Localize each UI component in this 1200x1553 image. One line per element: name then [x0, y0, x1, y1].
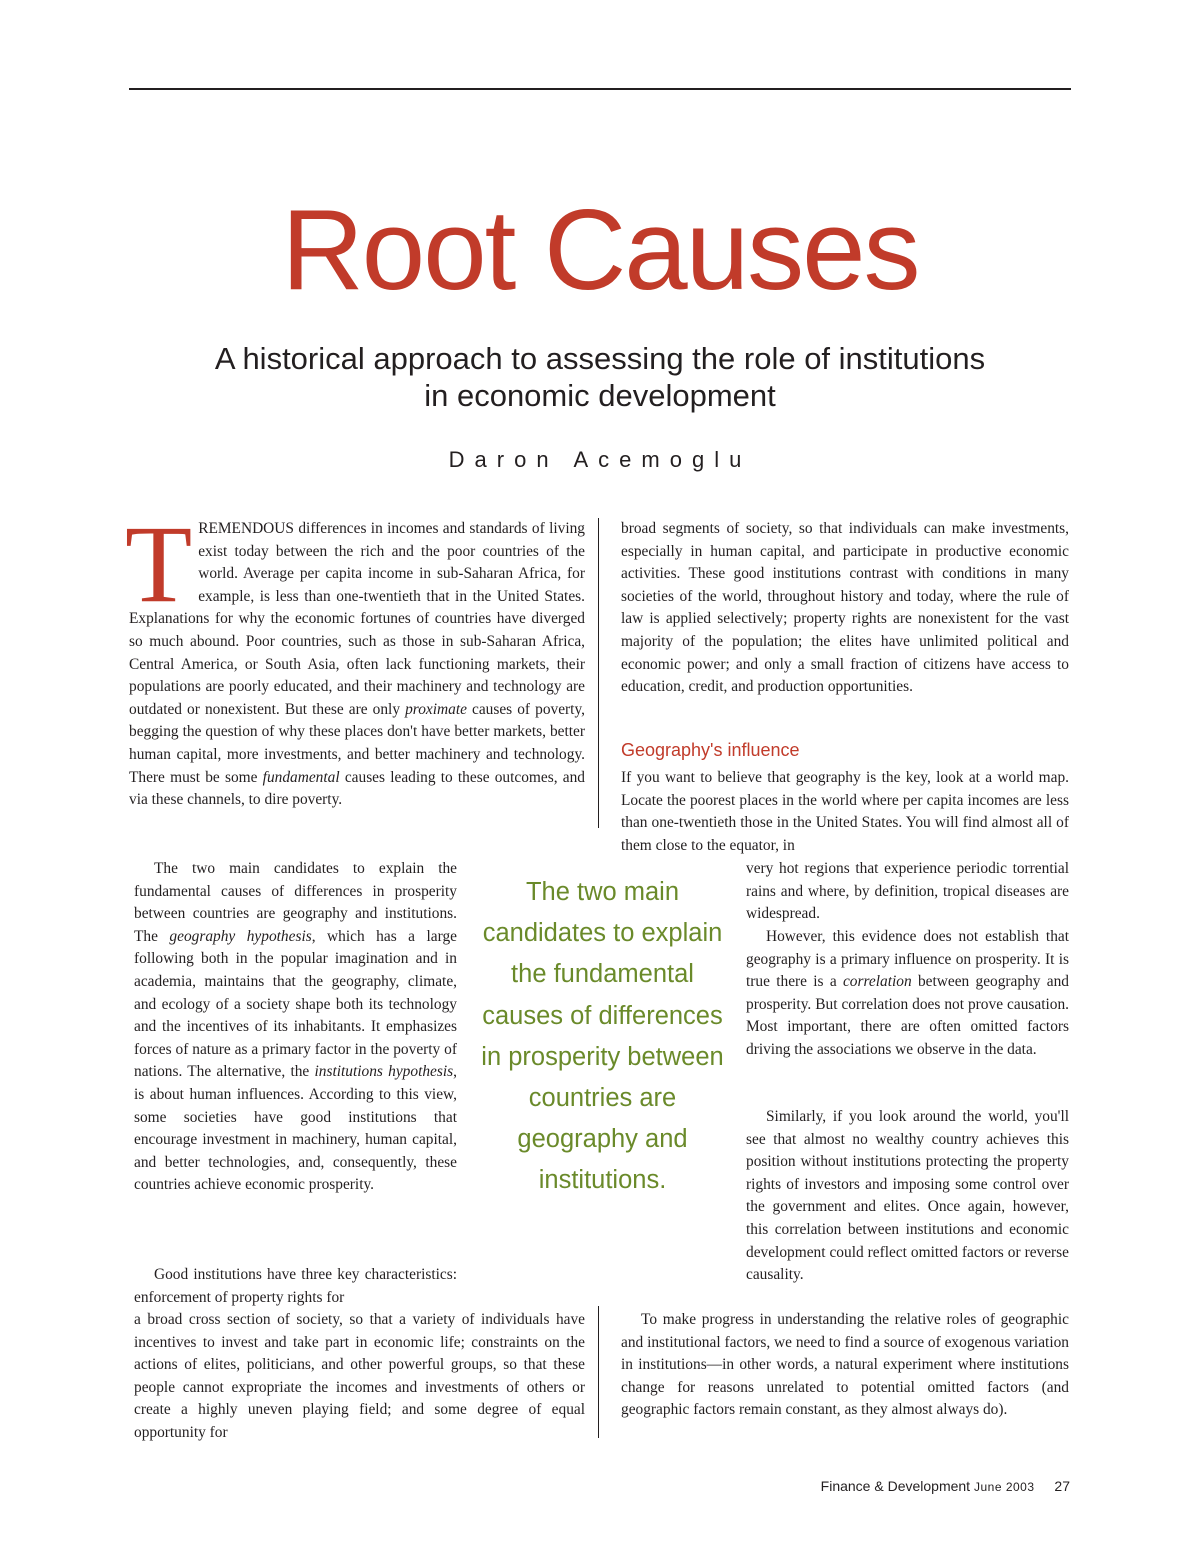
pull-quote: The two main candidates to explain the fundamental causes of differences in prosperity between countries are geography and institutions.	[481, 878, 724, 1195]
subtitle-line-1: A historical approach to assessing the role of institutions	[214, 341, 986, 376]
top-rule	[129, 88, 1071, 90]
article-title: Root Causes	[281, 187, 919, 314]
paragraph-good-institutions-start: Good institutions have three key characteristics: enforcement of property rights for	[134, 1266, 457, 1306]
page-footer	[790, 1478, 1070, 1494]
paragraph-broad-segments: broad segments of society, so that individuals can make investments, especially in human capital, and participate in productive economic activities. These good institutions contrast with conditions in many societies of the world, throughout history and today, where the rule of law is applied selectively; property rights are nonexistent for the vast majority of the population; the elites have unlimited political and economic power; and only a small fraction of citizens have access to education, credit, and production opportunities.	[621, 520, 1069, 696]
lead-word: REMENDOUS	[198, 520, 294, 537]
publication-name: Finance & Development	[820, 1478, 971, 1494]
paragraph-candidates: The two main candidates to explain the fundamental causes of differences in prosperity between countries are geography and institutions. The geography hypothesis, which has a large following both in the popular imagination and in academia, maintains that the geography, climate, and ecology of a society shape both its technology and the incentives of its inhabitants. It emphasizes forces of nature as a primary factor in the poverty of nations. The alternative, the institutions hypothesis, is about human influences. According to this view, some societies have good institutions that encourage investment in machinery, human capital, and better technologies, and, consequently, these countries achieve economic prosperity.	[134, 860, 457, 1194]
section-heading: Geography's influence	[621, 740, 800, 760]
paragraph-correlation: However, this evidence does not establish that geography is a primary influence on prosperity. It is true there is a correlation between geography and prosperity. But correlation does not prove causation. Most important, there are often omitted factors driving the associations we observe in the data.	[746, 928, 1069, 1058]
article-subtitle	[0, 340, 1200, 414]
author-byline: Daron Acemoglu	[448, 447, 752, 472]
paragraph-intro: TREMENDOUS differences in incomes and standards of living exist today between the rich and the poor countries of the world. Average per capita income in sub-Saharan Africa, for example, is less than one-twentieth that in the United States. Explanations for why the economic fortunes of countries have diverged so much abound. Poor countries, such as those in sub-Saharan Africa, Central America, or South Asia, often lack functioning markets, their populations are poorly educated, and their machinery and technology are outdated or nonexistent. But these are only proximate causes of poverty, begging the question of why these places don't have better markets, better human capital, more investments, and better machinery and technology. There must be some fundamental causes leading to these outcomes, and via these channels, to dire poverty.	[125, 503, 585, 809]
drop-cap: T	[125, 503, 193, 625]
paragraph-geography-start: If you want to believe that geography is the key, look at a world map. Locate the poorest places in the world where per capita incomes are less than one-twentieth those in the United States. You will find almost all of them close to the equator, in	[621, 769, 1069, 854]
issue-date: June 2003	[973, 1480, 1035, 1494]
subtitle-line-2: in economic development	[424, 378, 776, 413]
column-divider	[598, 518, 599, 828]
paragraph-progress: To make progress in understanding the relative roles of geographic and institutional factors, we need to find a source of exogenous variation in institutions—in other words, a natural experiment where institutions change for reasons unrelated to potential omitted factors (and geographic factors remain constant, as they almost always do).	[621, 1311, 1069, 1419]
column-divider-lower	[598, 1306, 599, 1438]
page-number: 27	[1054, 1478, 1070, 1494]
paragraph-geography-cont: very hot regions that experience periodic torrential rains and where, by definition, tropical diseases are widespread.	[746, 860, 1069, 923]
paragraph-similarly: Similarly, if you look around the world, you'll see that almost no wealthy country achieves this position without institutions protecting the property rights of investors and imposing some control over the government and elites. Once again, however, this correlation between institutions and economic development could reflect omitted factors or reverse causality.	[746, 1108, 1069, 1284]
paragraph-good-institutions-cont: a broad cross section of society, so that a variety of individuals have incentives to invest and take part in economic life; constraints on the actions of elites, politicians, and other powerful groups, so that these people cannot expropriate the incomes and investments of others or create a highly uneven playing field; and some degree of equal opportunity for	[134, 1311, 585, 1441]
